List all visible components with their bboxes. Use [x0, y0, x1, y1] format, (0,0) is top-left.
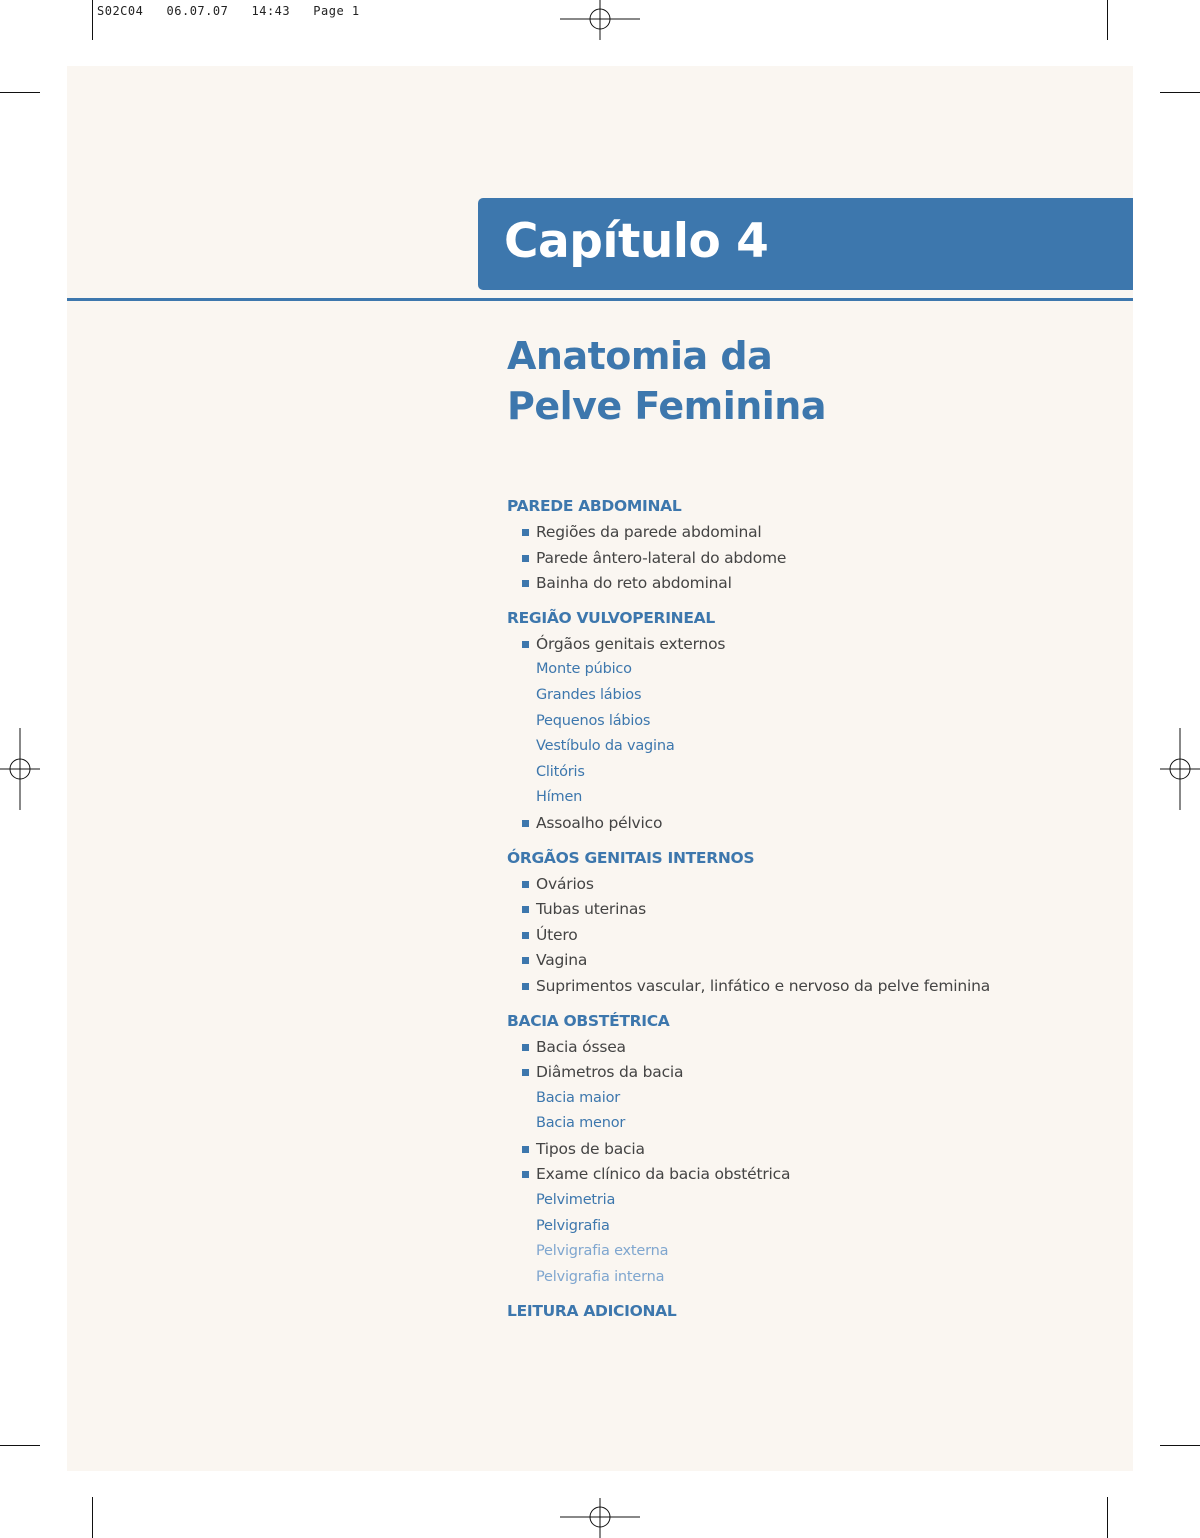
toc-item: Tubas uterinas — [507, 897, 1117, 923]
toc-item: Exame clínico da bacia obstétrica — [507, 1162, 1117, 1188]
toc-subitem: Pelvigrafia — [536, 1217, 610, 1234]
crop-mark — [0, 1445, 40, 1446]
toc-item: Ovários — [507, 872, 1117, 898]
chapter-title-line: Anatomia da — [507, 334, 773, 378]
toc-subitem: Pelvimetria — [536, 1192, 616, 1209]
crop-mark — [1107, 0, 1108, 40]
print-slug: S02C04 06.07.07 14:43 Page 1 — [97, 4, 360, 18]
toc-section-heading: BACIA OBSTÉTRICA — [507, 1011, 670, 1030]
toc-subitem: Bacia maior — [536, 1089, 620, 1106]
registration-mark-icon — [0, 728, 40, 810]
chapter-title — [507, 331, 826, 431]
toc-subitem: Pequenos lábios — [536, 712, 651, 729]
crop-mark — [0, 92, 40, 93]
toc-subitem: Clitóris — [536, 763, 585, 780]
toc-subitem: Monte púbico — [536, 661, 632, 678]
toc-item: Vagina — [507, 948, 1117, 974]
toc-item: Tipos de bacia — [507, 1137, 1117, 1163]
chapter-title-line: Pelve Feminina — [507, 384, 827, 428]
toc-section-heading: ÓRGÃOS GENITAIS INTERNOS — [507, 848, 755, 867]
crop-mark — [92, 1497, 93, 1538]
crop-mark — [1107, 1497, 1108, 1538]
crop-mark — [1160, 92, 1200, 93]
registration-mark-icon — [1160, 728, 1200, 810]
table-of-contents — [507, 494, 1117, 1325]
toc-item: Diâmetros da bacia — [507, 1060, 1117, 1086]
chapter-banner — [478, 198, 1133, 290]
toc-item: Bainha do reto abdominal — [507, 571, 1117, 597]
header-rule — [67, 298, 1133, 301]
toc-section-heading: LEITURA ADICIONAL — [507, 1302, 677, 1321]
toc-subsubitem: Pelvigrafia interna — [536, 1268, 665, 1285]
toc-item: Suprimentos vascular, linfático e nervoso da pelve feminina — [507, 974, 1117, 1000]
toc-item: Parede ântero-lateral do abdome — [507, 546, 1117, 572]
toc-subsubitem: Pelvigrafia externa — [536, 1243, 669, 1260]
toc-item: Assoalho pélvico — [507, 811, 1117, 837]
toc-item: Útero — [507, 923, 1117, 949]
toc-item: Órgãos genitais externos — [507, 632, 1117, 658]
registration-mark-icon — [560, 0, 640, 40]
crop-mark — [1160, 1445, 1200, 1446]
toc-item: Regiões da parede abdominal — [507, 520, 1117, 546]
toc-subitem: Hímen — [536, 789, 583, 806]
toc-item: Bacia óssea — [507, 1035, 1117, 1061]
toc-section-heading: REGIÃO VULVOPERINEAL — [507, 608, 715, 627]
toc-subitem: Vestíbulo da vagina — [536, 738, 675, 755]
toc-section-heading: PAREDE ABDOMINAL — [507, 497, 682, 515]
toc-subitem: Grandes lábios — [536, 686, 642, 703]
crop-mark — [92, 0, 93, 40]
chapter-label: Capítulo 4 — [504, 214, 769, 269]
registration-mark-icon — [560, 1498, 640, 1538]
toc-subitem: Bacia menor — [536, 1115, 626, 1132]
